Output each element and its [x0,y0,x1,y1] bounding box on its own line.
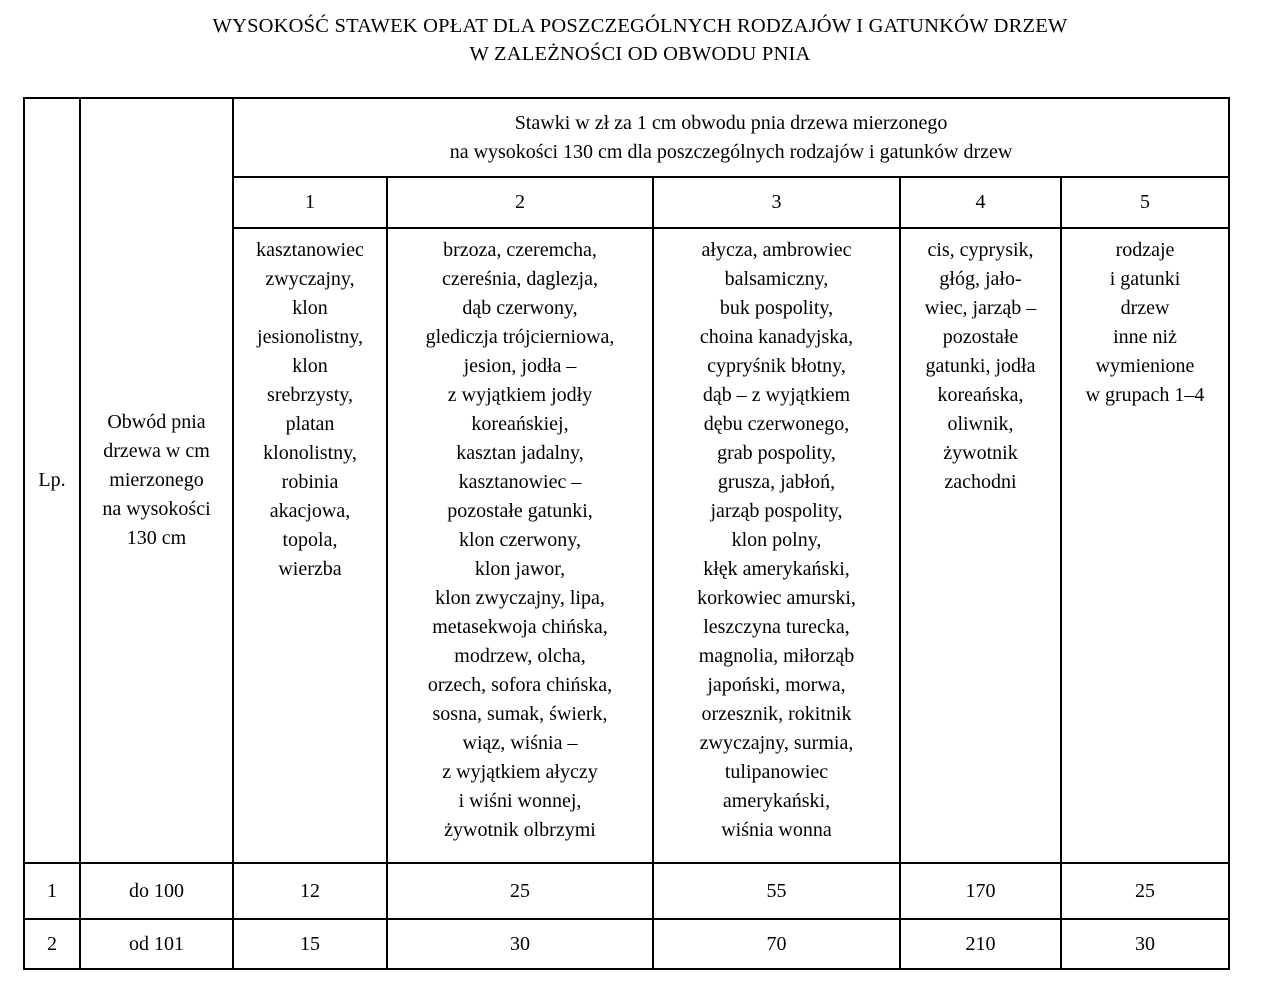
row-1-rate-group-5: 25 [1061,863,1229,919]
group-number-4: 4 [900,177,1061,228]
row-1-lp: 1 [24,863,80,919]
row-2-rate-group-4: 210 [900,919,1061,969]
species-group-2: brzoza, czeremcha, czereśnia, daglezja, dąb czerwony, glediczja trójcierniowa, jesion, jodła – z wyjątkiem jodły koreańskiej, kasztan jadalny, kasztanowiec – pozostałe gatunki, klon czerwony, klon jawor, klon zwyczajny, lipa, metasekwoja chińska, modrzew, olcha, orzech, sofora chińska, sosna, sumak, świerk, wiąz, wiśnia – z wyjątkiem ałyczy i wiśni wonnej, żywotnik olbrzymi [387,228,653,863]
row-2-circumference: od 101 [80,919,233,969]
row-1-rate-group-1: 12 [233,863,387,919]
row-2-rate-group-3: 70 [653,919,900,969]
group-number-2: 2 [387,177,653,228]
group-number-3: 3 [653,177,900,228]
species-group-4: cis, cyprysik, głóg, jało- wiec, jarząb – pozostałe gatunki, jodła koreańska, oliwnik, żywotnik zachodni [900,228,1061,863]
species-group-1: kasztanowiec zwyczajny, klon jesionolistny, klon srebrzysty, platan klonolistny, robinia akacjowa, topola, wierzba [233,228,387,863]
header-trunk-circumference: Obwód pnia drzewa w cm mierzonego na wysokości 130 cm [80,98,233,863]
rate-row-1 [24,863,1229,919]
row-2-rate-group-5: 30 [1061,919,1229,969]
table-header-row [24,98,1229,177]
document-title: WYSOKOŚĆ STAWEK OPŁAT DLA POSZCZEGÓLNYCH RODZAJÓW I GATUNKÓW DRZEW W ZALEŻNOŚCI OD OBWODU PNIA [212,15,1068,65]
group-number-1: 1 [233,177,387,228]
row-1-rate-group-2: 25 [387,863,653,919]
row-2-lp: 2 [24,919,80,969]
tree-fee-rates-table [23,97,1230,970]
row-1-rate-group-3: 55 [653,863,900,919]
header-lp: Lp. [24,98,80,863]
group-number-5: 5 [1061,177,1229,228]
row-1-rate-group-4: 170 [900,863,1061,919]
row-1-circumference: do 100 [80,863,233,919]
rate-row-2 [24,919,1229,969]
header-rates: Stawki w zł za 1 cm obwodu pnia drzewa mierzonego na wysokości 130 cm dla poszczególnych rodzajów i gatunków drzew [233,98,1229,177]
species-group-3: ałycza, ambrowiec balsamiczny, buk pospolity, choina kanadyjska, cypryśnik błotny, dąb – z wyjątkiem dębu czerwonego, grab pospolity, grusza, jabłoń, jarząb pospolity, klon polny, kłęk amerykański, korkowiec amurski, leszczyna turecka, magnolia, miłorząb japoński, morwa, orzesznik, rokitnik zwyczajny, surmia, tulipanowiec amerykański, wiśnia wonna [653,228,900,863]
row-2-rate-group-1: 15 [233,919,387,969]
species-group-5: rodzaje i gatunki drzew inne niż wymienione w grupach 1–4 [1061,228,1229,863]
row-2-rate-group-2: 30 [387,919,653,969]
